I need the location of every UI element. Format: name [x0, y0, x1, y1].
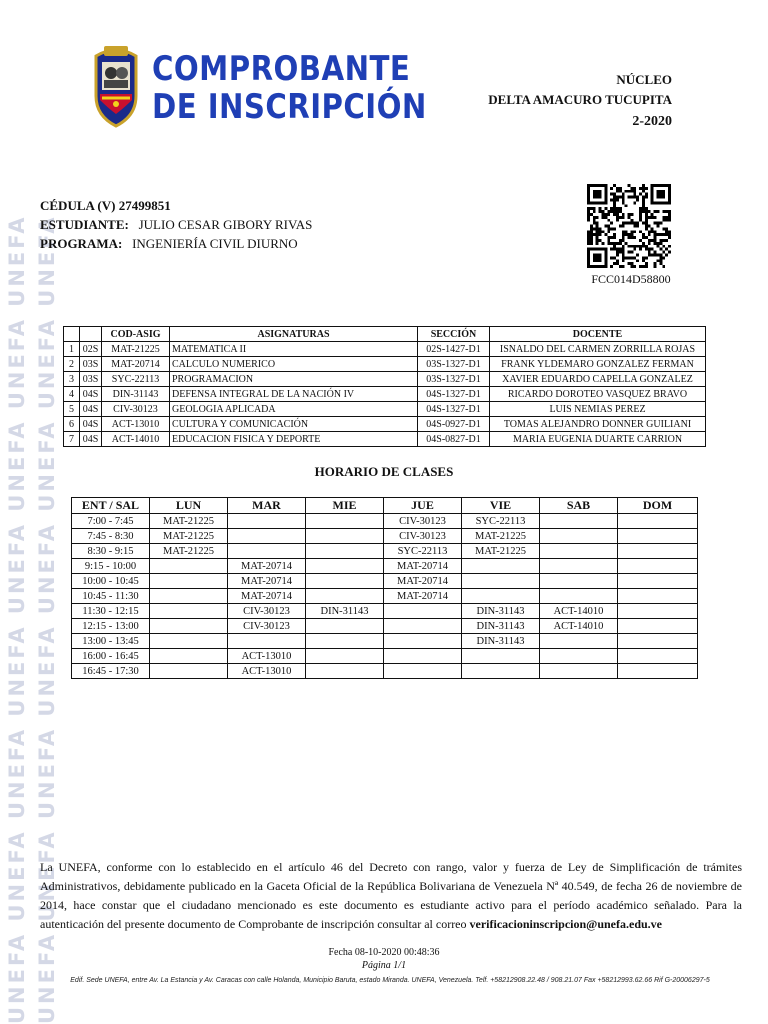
schedule-cell — [462, 559, 540, 574]
subject-cell: PROGRAMACION — [170, 372, 418, 387]
subject-cell: 5 — [64, 402, 80, 417]
schedule-cell — [384, 604, 462, 619]
time-slot: 7:00 - 7:45 — [72, 514, 150, 529]
schedule-cell — [618, 664, 698, 679]
schedule-cell: CIV-30123 — [384, 529, 462, 544]
schedule-column-header: VIE — [462, 498, 540, 514]
schedule-cell: MAT-20714 — [384, 574, 462, 589]
time-slot: 8:30 - 9:15 — [72, 544, 150, 559]
schedule-cell: CIV-30123 — [384, 514, 462, 529]
schedule-cell — [150, 574, 228, 589]
schedule-row — [72, 604, 698, 619]
subject-cell: 04S — [80, 432, 102, 447]
schedule-cell — [384, 664, 462, 679]
schedule-cell: CIV-30123 — [228, 604, 306, 619]
subject-cell: ISNALDO DEL CARMEN ZORRILLA ROJAS — [490, 342, 706, 357]
subject-cell: FRANK YLDEMARO GONZALEZ FERMAN — [490, 357, 706, 372]
schedule-cell: MAT-20714 — [228, 559, 306, 574]
schedule-cell — [540, 634, 618, 649]
schedule-column-header: SAB — [540, 498, 618, 514]
schedule-cell — [306, 589, 384, 604]
subject-cell: ACT-13010 — [102, 417, 170, 432]
schedule-cell: DIN-31143 — [306, 604, 384, 619]
subject-cell: XAVIER EDUARDO CAPELLA GONZALEZ — [490, 372, 706, 387]
time-slot: 16:00 - 16:45 — [72, 649, 150, 664]
schedule-cell: ACT-14010 — [540, 604, 618, 619]
cedula: CÉDULA (V) 27499851 — [40, 198, 171, 213]
subject-cell: CULTURA Y COMUNICACIÓN — [170, 417, 418, 432]
schedule-row — [72, 634, 698, 649]
schedule-cell — [540, 544, 618, 559]
subject-cell: 3 — [64, 372, 80, 387]
schedule-cell: MAT-21225 — [150, 529, 228, 544]
subject-cell: RICARDO DOROTEO VASQUEZ BRAVO — [490, 387, 706, 402]
schedule-cell — [384, 619, 462, 634]
schedule-cell — [618, 514, 698, 529]
subjects-column-header: SECCIÓN — [418, 327, 490, 342]
subject-cell: 03S-1327-D1 — [418, 357, 490, 372]
academic-period: 2-2020 — [632, 114, 672, 129]
estudiante-label: ESTUDIANTE: — [40, 217, 129, 232]
legal-paragraph — [40, 858, 742, 934]
programa-value: INGENIERÍA CIVIL DIURNO — [132, 236, 298, 251]
subject-cell: MARIA EUGENIA DUARTE CARRION — [490, 432, 706, 447]
subject-cell: 02S-1427-D1 — [418, 342, 490, 357]
subject-row — [64, 372, 706, 387]
subject-cell: 04S-1327-D1 — [418, 387, 490, 402]
schedule-cell — [540, 574, 618, 589]
schedule-cell — [306, 559, 384, 574]
schedule-cell — [150, 634, 228, 649]
watermark-column: UNEFA UNEFA UNEFA UNEFA UNEFA UNEFA UNEFA UNEFA — [35, 214, 59, 1024]
schedule-cell: SYC-22113 — [462, 514, 540, 529]
schedule-cell: ACT-13010 — [228, 649, 306, 664]
time-slot: 13:00 - 13:45 — [72, 634, 150, 649]
subject-cell: CIV-30123 — [102, 402, 170, 417]
schedule-cell — [618, 559, 698, 574]
subject-cell: 02S — [80, 342, 102, 357]
schedule-cell — [540, 649, 618, 664]
legal-text: La UNEFA, conforme con lo establecido en el artículo 46 del Decreto con rango, valor y fuerza de Ley de Simplificación de trámites Administrativos, debidamente publicado en la Gaceta Oficial de la República Bolivariana de Venezuela Nª 40.549, de fecha 26 de noviembre de 2014, hace constar que el ciudadano mencionado es este documento es estudiante activo para el período académico señalado. Para la autenticación del presente documento de Comprobante de inscripción consultar al correo — [40, 860, 742, 931]
schedule-cell: ACT-14010 — [540, 619, 618, 634]
unefa-shield-logo — [90, 42, 142, 128]
schedule-cell — [150, 664, 228, 679]
schedule-column-header: JUE — [384, 498, 462, 514]
schedule-cell — [540, 559, 618, 574]
schedule-cell — [228, 514, 306, 529]
schedule-column-header: LUN — [150, 498, 228, 514]
schedule-row — [72, 544, 698, 559]
subject-cell: 04S-0827-D1 — [418, 432, 490, 447]
subjects-header-row — [64, 327, 706, 342]
schedule-row — [72, 559, 698, 574]
schedule-column-header: MIE — [306, 498, 384, 514]
schedule-cell — [540, 529, 618, 544]
schedule-cell — [540, 664, 618, 679]
schedule-cell — [150, 559, 228, 574]
subject-cell: 2 — [64, 357, 80, 372]
schedule-cell: MAT-20714 — [384, 559, 462, 574]
qr-code-icon — [587, 184, 671, 268]
nucleo-value: DELTA AMACURO TUCUPITA — [488, 92, 672, 107]
subject-cell: 03S-1327-D1 — [418, 372, 490, 387]
schedule-cell: CIV-30123 — [228, 619, 306, 634]
schedule-cell — [384, 649, 462, 664]
schedule-cell — [150, 604, 228, 619]
schedule-cell — [306, 514, 384, 529]
subjects-column-header — [64, 327, 80, 342]
schedule-row — [72, 529, 698, 544]
schedule-cell — [150, 619, 228, 634]
time-slot: 11:30 - 12:15 — [72, 604, 150, 619]
document-footer — [0, 946, 768, 972]
footer-address: Edif. Sede UNEFA, entre Av. La Estancia y Av. Caracas con calle Holanda, Municipio Baruta, estado Miranda. UNEFA, Venezuela. Telf. +58212908.22.48 / 908.21.07 Fax +58212993.62.66 Rif G-20006297-5 — [70, 977, 710, 984]
subjects-column-header — [80, 327, 102, 342]
subjects-table — [63, 326, 706, 447]
subject-cell: TOMAS ALEJANDRO DONNER GUILIANI — [490, 417, 706, 432]
time-slot: 16:45 - 17:30 — [72, 664, 150, 679]
subjects-column-header: COD-ASIG — [102, 327, 170, 342]
schedule-cell — [228, 634, 306, 649]
subject-cell: 1 — [64, 342, 80, 357]
schedule-cell — [618, 529, 698, 544]
subject-cell: MATEMATICA II — [170, 342, 418, 357]
subject-cell: SYC-22113 — [102, 372, 170, 387]
time-slot: 10:45 - 11:30 — [72, 589, 150, 604]
schedule-cell — [150, 589, 228, 604]
schedule-cell — [306, 574, 384, 589]
schedule-cell — [462, 574, 540, 589]
schedule-cell — [306, 544, 384, 559]
schedule-cell: MAT-20714 — [384, 589, 462, 604]
subject-row — [64, 417, 706, 432]
subject-cell: 04S-0927-D1 — [418, 417, 490, 432]
subject-cell: DIN-31143 — [102, 387, 170, 402]
subject-cell: DEFENSA INTEGRAL DE LA NACIÓN IV — [170, 387, 418, 402]
subject-cell: MAT-20714 — [102, 357, 170, 372]
schedule-header-row — [72, 498, 698, 514]
qr-code-text: FCC014D58800 — [591, 272, 671, 286]
schedule-row — [72, 619, 698, 634]
subjects-column-header: DOCENTE — [490, 327, 706, 342]
subject-cell: 03S — [80, 357, 102, 372]
schedule-cell — [540, 514, 618, 529]
title-line-1: COMPROBANTE — [152, 49, 411, 89]
schedule-title: HORARIO DE CLASES — [314, 464, 454, 479]
verification-email[interactable]: verificacioninscripcion@unefa.edu.ve — [469, 917, 662, 931]
schedule-cell — [306, 529, 384, 544]
subject-cell: 7 — [64, 432, 80, 447]
subject-cell: LUIS NEMIAS PEREZ — [490, 402, 706, 417]
issue-date: Fecha 08-10-2020 00:48:36 — [328, 947, 440, 958]
estudiante-value: JULIO CESAR GIBORY RIVAS — [138, 217, 313, 232]
schedule-cell — [306, 619, 384, 634]
watermark-column: UNEFA UNEFA UNEFA UNEFA UNEFA UNEFA UNEFA UNEFA — [5, 214, 29, 1024]
nucleo-block — [488, 70, 672, 132]
subject-row — [64, 342, 706, 357]
subject-cell: 04S — [80, 417, 102, 432]
schedule-cell — [618, 634, 698, 649]
schedule-cell — [462, 649, 540, 664]
subject-cell: MAT-21225 — [102, 342, 170, 357]
schedule-cell — [618, 589, 698, 604]
schedule-column-header: MAR — [228, 498, 306, 514]
programa-label: PROGRAMA: — [40, 236, 123, 251]
schedule-cell — [228, 544, 306, 559]
schedule-column-header: DOM — [618, 498, 698, 514]
subject-row — [64, 432, 706, 447]
schedule-cell: MAT-21225 — [150, 544, 228, 559]
subject-cell: CALCULO NUMERICO — [170, 357, 418, 372]
schedule-cell: MAT-20714 — [228, 574, 306, 589]
time-slot: 10:00 - 10:45 — [72, 574, 150, 589]
schedule-cell: DIN-31143 — [462, 604, 540, 619]
subject-cell: 03S — [80, 372, 102, 387]
time-slot: 12:15 - 13:00 — [72, 619, 150, 634]
time-slot: 9:15 - 10:00 — [72, 559, 150, 574]
schedule-cell — [540, 589, 618, 604]
subject-row — [64, 357, 706, 372]
nucleo-label: NÚCLEO — [616, 72, 672, 87]
schedule-row — [72, 589, 698, 604]
schedule-cell — [306, 634, 384, 649]
schedule-cell: MAT-21225 — [462, 529, 540, 544]
schedule-row — [72, 649, 698, 664]
schedule-cell: DIN-31143 — [462, 619, 540, 634]
subject-cell: GEOLOGIA APLICADA — [170, 402, 418, 417]
schedule-cell — [462, 589, 540, 604]
subject-row — [64, 402, 706, 417]
subject-cell: EDUCACION FISICA Y DEPORTE — [170, 432, 418, 447]
schedule-cell: MAT-21225 — [462, 544, 540, 559]
subject-cell: 04S — [80, 387, 102, 402]
page-number: Página 1/1 — [361, 960, 407, 971]
schedule-cell — [228, 529, 306, 544]
subject-cell: 04S-1327-D1 — [418, 402, 490, 417]
schedule-cell — [618, 649, 698, 664]
time-slot: 7:45 - 8:30 — [72, 529, 150, 544]
schedule-cell — [618, 604, 698, 619]
schedule-row — [72, 514, 698, 529]
schedule-cell: MAT-21225 — [150, 514, 228, 529]
title-line-2: DE INSCRIPCIÓN — [152, 87, 427, 127]
subject-row — [64, 387, 706, 402]
schedule-cell — [306, 664, 384, 679]
subjects-column-header: ASIGNATURAS — [170, 327, 418, 342]
schedule-cell: SYC-22113 — [384, 544, 462, 559]
schedule-row — [72, 574, 698, 589]
schedule-cell — [306, 649, 384, 664]
document-title — [152, 50, 427, 126]
student-info — [40, 196, 312, 253]
subject-cell: 6 — [64, 417, 80, 432]
schedule-row — [72, 664, 698, 679]
schedule-cell — [618, 619, 698, 634]
subject-cell: 4 — [64, 387, 80, 402]
schedule-cell — [618, 544, 698, 559]
schedule-cell: DIN-31143 — [462, 634, 540, 649]
schedule-table — [71, 497, 698, 679]
schedule-cell: MAT-20714 — [228, 589, 306, 604]
subject-cell: 04S — [80, 402, 102, 417]
subject-cell: ACT-14010 — [102, 432, 170, 447]
schedule-cell — [150, 649, 228, 664]
schedule-cell — [618, 574, 698, 589]
schedule-column-header: ENT / SAL — [72, 498, 150, 514]
schedule-cell: ACT-13010 — [228, 664, 306, 679]
schedule-cell — [384, 634, 462, 649]
schedule-cell — [462, 664, 540, 679]
